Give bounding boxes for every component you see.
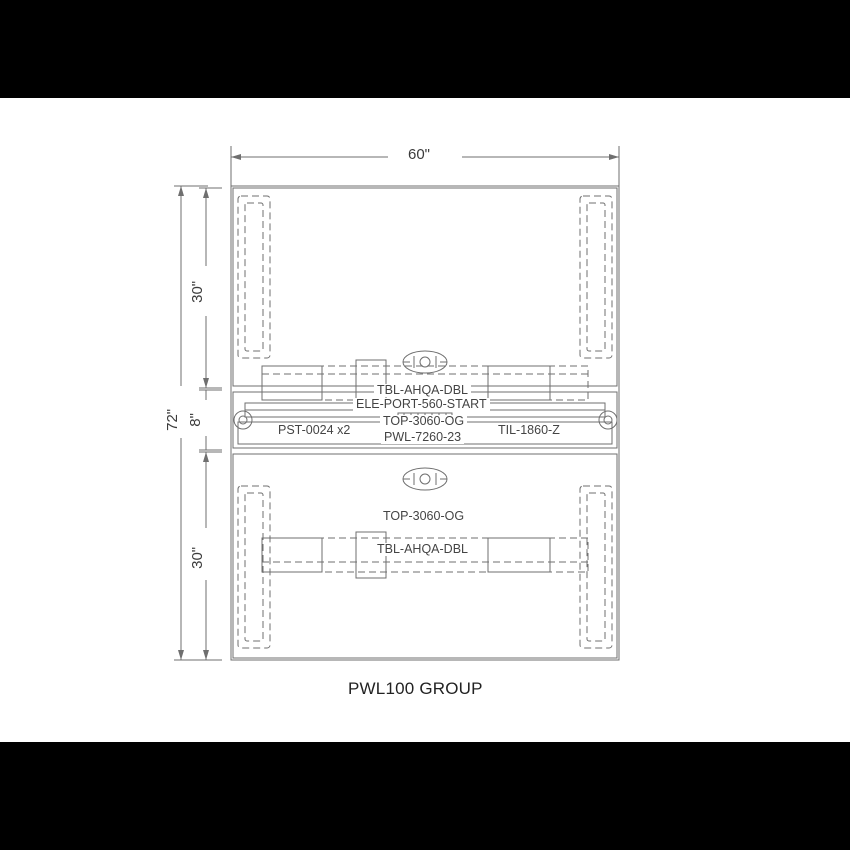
lower-right-return — [580, 486, 612, 648]
part-label-panel-wall: PWL-7260-23 — [381, 431, 464, 444]
letterbox-top — [0, 0, 850, 98]
drawing-title: PWL100 GROUP — [348, 679, 483, 698]
drawing-canvas — [0, 98, 850, 742]
dimension-label-height-overall: 72" — [165, 406, 181, 434]
part-label-bottom-worksurface: TBL-AHQA-DBL — [374, 543, 471, 556]
part-label-top-panel: TOP-3060-OG — [380, 415, 467, 428]
dimension-label-middle-8: 8" — [188, 410, 204, 430]
part-label-posts: PST-0024 x2 — [275, 424, 353, 437]
part-label-power-port: ELE-PORT-560-START — [353, 398, 490, 411]
upper-workstation — [233, 188, 617, 406]
lower-left-return — [238, 486, 270, 648]
lower-grommet-icon — [403, 468, 447, 490]
upper-left-return — [238, 196, 270, 358]
letterbox-bottom — [0, 742, 850, 850]
dimension-label-upper-30: 30" — [190, 278, 206, 306]
upper-grommet-icon — [403, 351, 447, 373]
part-label-tile: TIL-1860-Z — [495, 424, 563, 437]
dimension-label-width: 60" — [405, 147, 433, 163]
dimension-label-lower-30: 30" — [190, 544, 206, 572]
post-left — [234, 411, 252, 429]
part-label-bottom-panel: TOP-3060-OG — [380, 510, 467, 523]
upper-right-return — [580, 196, 612, 358]
post-right — [599, 411, 617, 429]
part-label-top-worksurface: TBL-AHQA-DBL — [374, 384, 471, 397]
